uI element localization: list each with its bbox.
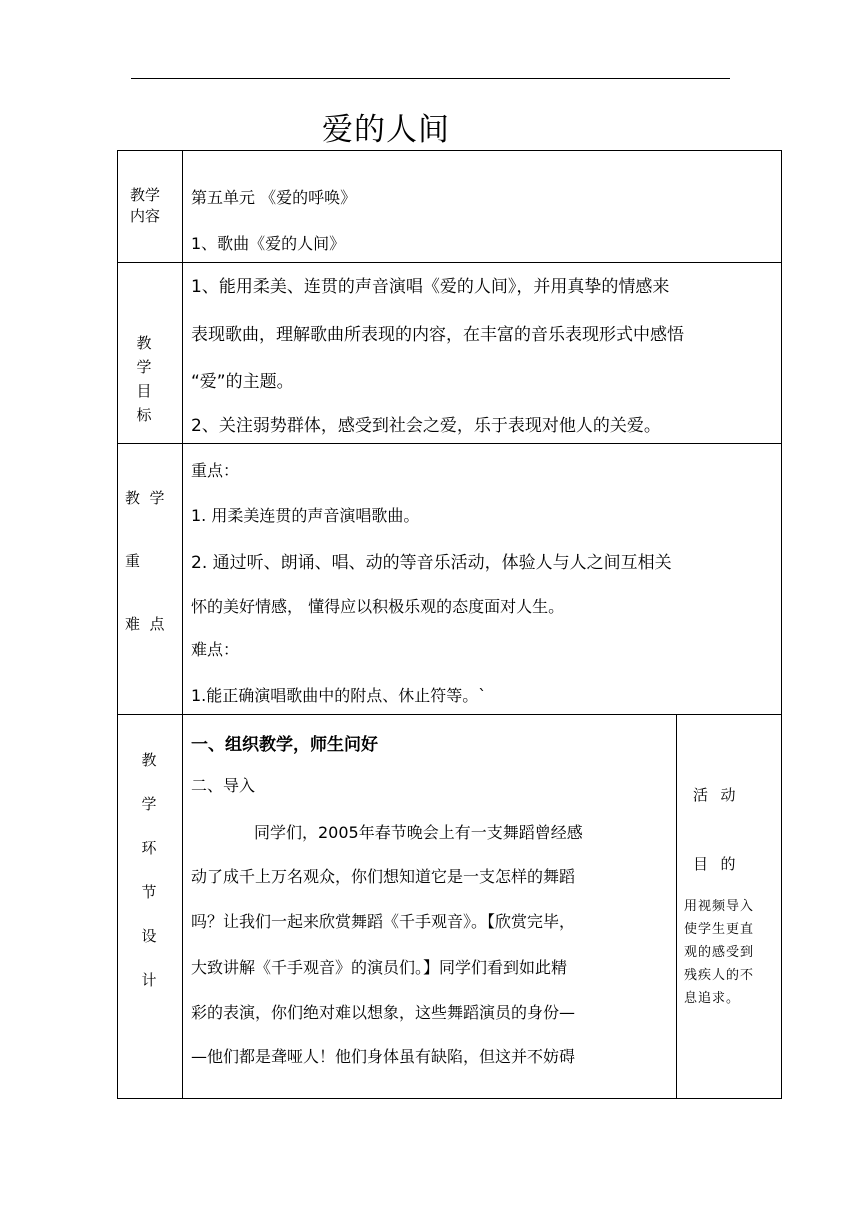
table-label-divider bbox=[182, 150, 183, 1099]
content-label: 教学 内容 bbox=[129, 186, 160, 225]
key-points-line: 1.能正确演唱歌曲中的附点、休止符等。` bbox=[191, 686, 487, 705]
table-border-bottom bbox=[117, 1098, 782, 1099]
objectives-label: 教 学 目 标 bbox=[136, 334, 152, 424]
key-points-label: 教 学 重 难 点 bbox=[125, 489, 165, 633]
objectives-line: 2、关注弱势群体，感受到社会之爱，乐于表现对他人的关爱。 bbox=[191, 416, 661, 436]
objectives-line: 表现歌曲，理解歌曲所表现的内容，在丰富的音乐表现形式中感悟 bbox=[191, 325, 684, 345]
design-line: 吗？让我们一起来欣赏舞蹈《千手观音》。【欣赏完毕， bbox=[191, 912, 576, 931]
design-line: 一、组织教学，师生问好 bbox=[191, 735, 378, 755]
header-rule bbox=[131, 78, 730, 79]
content-line: 第五单元 《爱的呼唤》 bbox=[191, 188, 357, 207]
table-border-right bbox=[781, 150, 782, 1099]
activity-purpose-header: 活 动 目 的 bbox=[693, 786, 737, 873]
table-side-divider bbox=[676, 714, 677, 1099]
objectives-line: 1、能用柔美、连贯的声音演唱《爱的人间》，并用真挚的情感来 bbox=[191, 277, 670, 297]
table-border-left bbox=[117, 150, 118, 1099]
page-title: 爱的人间 bbox=[322, 112, 450, 148]
table-border-top bbox=[117, 150, 782, 151]
design-line: 彩的表演，你们绝对难以想象，这些舞蹈演员的身份— bbox=[191, 1003, 576, 1022]
design-line: 二、导入 bbox=[191, 776, 256, 795]
design-label: 教 学 环 节 设 计 bbox=[141, 751, 157, 989]
design-line: 同学们，2005年春节晚会上有一支舞蹈曾经感 bbox=[254, 823, 583, 842]
key-points-line: 1. 用柔美连贯的声音演唱歌曲。 bbox=[191, 506, 420, 525]
table-divider-row1 bbox=[117, 262, 782, 263]
design-line: 动了成千上万名观众，你们想知道它是一支怎样的舞蹈 bbox=[191, 867, 576, 886]
design-line: —他们都是聋哑人！他们身体虽有缺陷，但这并不妨碍 bbox=[191, 1047, 576, 1066]
design-line: 大致讲解《千手观音》的演员们。】同学们看到如此精 bbox=[191, 958, 568, 977]
content-line: 1、歌曲《爱的人间》 bbox=[191, 234, 346, 253]
key-points-line: 2. 通过听、朗诵、唱、动的等音乐活动，体验人与人之间互相关 bbox=[191, 553, 672, 573]
key-points-line: 怀的美好情感， 懂得应以积极乐观的态度面对人生。 bbox=[191, 597, 565, 616]
objectives-line: “爱”的主题。 bbox=[191, 372, 294, 392]
key-points-line: 重点： bbox=[191, 461, 240, 480]
activity-purpose-note: 用视频导入 使学生更直 观的感受到 残疾人的不 息追求。 bbox=[684, 899, 755, 1006]
table-divider-row2 bbox=[117, 443, 782, 444]
key-points-line: 难点： bbox=[191, 640, 240, 659]
table-divider-row3 bbox=[117, 714, 782, 715]
